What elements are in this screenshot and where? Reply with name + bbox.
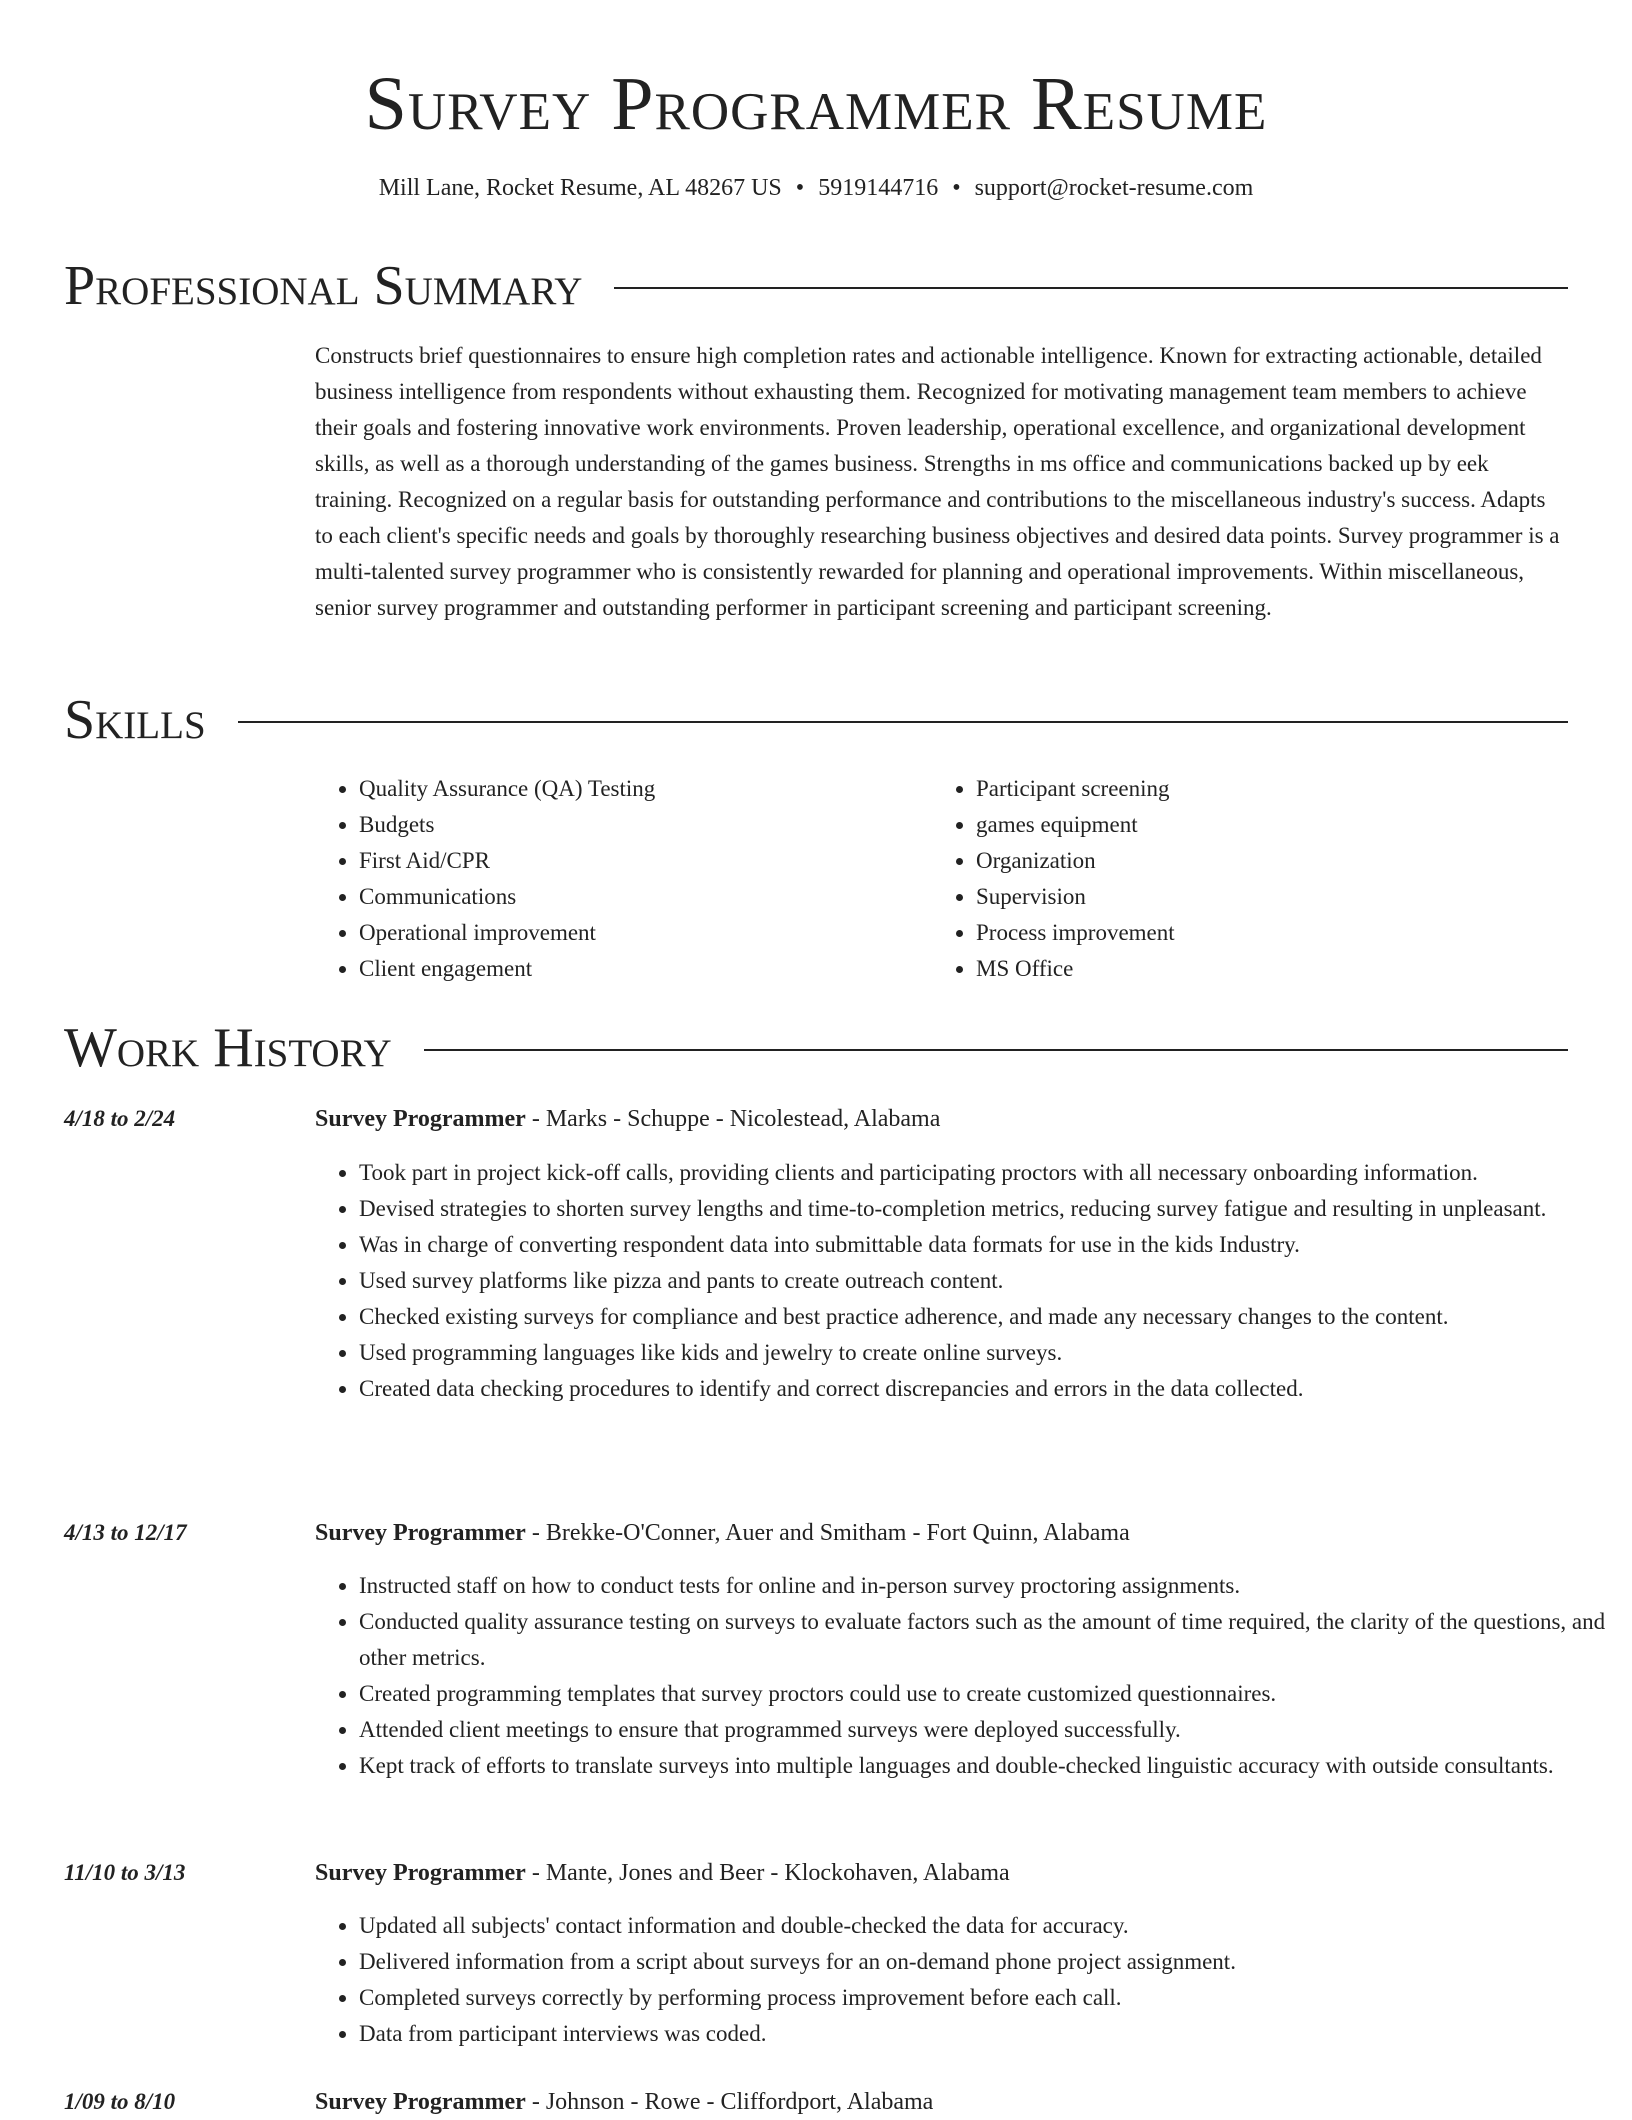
job-duty: • Instructed staff on how to conduct tests for online and in-person survey proctoring assignments. [359,1568,1612,1604]
section-header-work-history [64,1016,1568,1080]
contact-separator: • [795,175,805,201]
skill-item: • Communications [359,879,919,915]
job-duties [315,1908,1612,2052]
job-title: Survey Programmer [315,1520,526,1546]
job-header [315,1101,1568,1137]
skill-item: • games equipment [976,807,1536,843]
skill-item: • MS Office [976,951,1536,987]
job-duty: • Delivered information from a script about surveys for an on-demand phone project assignment. [359,1944,1612,1980]
skill-item: • Budgets [359,807,919,843]
contact-line [0,172,1632,204]
skill-item: • Organization [976,843,1536,879]
job-duty: • Created programming templates that survey proctors could use to create customized questionnaires. [359,1676,1612,1712]
job-duty: • Updated all subjects' contact information and double-checked the data for accuracy. [359,1908,1612,1944]
resume-title: Survey Programmer Resume [364,62,1268,146]
job-dates: 11/10 to 3/13 [64,1860,186,1885]
skill-item: • First Aid/CPR [359,843,919,879]
section-header-skills [64,688,1568,752]
job-duty: • Used survey platforms like pizza and pants to create outreach content. [359,1263,1612,1299]
job-dates: 4/18 to 2/24 [64,1106,176,1131]
job-employer: - Marks - Schuppe - Nicolestead, Alabama [525,1106,941,1132]
skills-list-left [315,771,919,987]
contact-separator: • [952,175,961,201]
summary-text: Constructs brief questionnaires to ensure high completion rates and actionable intelligence. Known for extracting actionable, detailed business intelligence from respondents without exhausting them. Recognized for motivating management team members to achieve their goals and fostering innovative work environments. Proven leadership, operational excellence, and organizational development skills, as well as a thorough understanding of the games business. Strengths in ms office and communications backed up by eek training. Recognized on a regular basis for outstanding performance and contributions to the miscellaneous industry's success. Adapts to each client's specific needs and goals by thoroughly researching business objectives and desired data points. Survey programmer is a multi-talented survey programmer who is consistently rewarded for planning and operational improvements. Within miscellaneous, senior survey programmer and outstanding performer in participant screening and participant screening. [315,343,1560,620]
section-header-summary [64,254,1568,318]
job-duty: • Attended client meetings to ensure that programmed surveys were deployed successfully. [359,1712,1612,1748]
section-divider [424,1049,1568,1051]
job-duty: • Conducted quality assurance testing on surveys to evaluate factors such as the amount of time required, the clarity of the questions, and other metrics. [359,1604,1612,1676]
job-duty: • Devised strategies to shorten survey lengths and time-to-completion metrics, reducing survey fatigue and resulting in unpleasant. [359,1191,1612,1227]
skill-item: • Client engagement [359,951,919,987]
job-duty: • Used programming languages like kids and jewelry to create online surveys. [359,1335,1612,1371]
contact-address: Mill Lane, Rocket Resume, AL 48267 US [378,175,782,201]
job-employer: - Mante, Jones and Beer - Klockohaven, Alabama [525,1860,1010,1886]
section-divider [614,287,1568,289]
job-duty: • Was in charge of converting respondent data into submittable data formats for use in the kids Industry. [359,1227,1612,1263]
contact-email: support@rocket-resume.com [974,175,1254,201]
section-title-skills: Skills [64,689,206,751]
job-duty: • Took part in project kick-off calls, providing clients and participating proctors with all necessary onboarding information. [359,1155,1612,1191]
job-title: Survey Programmer [315,1860,526,1886]
job-duty: • Completed surveys correctly by performing process improvement before each call. [359,1980,1612,2016]
job-title: Survey Programmer [315,1106,526,1132]
job-duty: • Created data checking procedures to identify and correct discrepancies and errors in the data collected. [359,1371,1612,1407]
job-duties [315,1155,1612,1407]
contact-phone: 5919144716 [818,175,939,201]
section-title-summary: Professional Summary [64,255,583,317]
section-divider [238,721,1568,723]
skill-item: • Supervision [976,879,1536,915]
job-employer: - Brekke-O'Conner, Auer and Smitham - Fort Quinn, Alabama [525,1520,1130,1546]
job-duties [315,1568,1612,1784]
job-title: Survey Programmer [315,2089,526,2115]
job-header [315,1855,1568,1891]
job-duty: • Kept track of efforts to translate surveys into multiple languages and double-checked linguistic accuracy with outside consultants. [359,1748,1612,1784]
job-duty: • Checked existing surveys for compliance and best practice adherence, and made any necessary changes to the content. [359,1299,1612,1335]
skill-item: • Operational improvement [359,915,919,951]
skills-list-right [932,771,1536,987]
job-dates: 1/09 to 8/10 [64,2089,176,2114]
section-title-work-history: Work History [64,1017,392,1079]
job-dates: 4/13 to 12/17 [64,1520,187,1545]
job-employer: - Johnson - Rowe - Cliffordport, Alabama [525,2089,934,2115]
job-header [315,1515,1568,1551]
skill-item: • Participant screening [976,771,1536,807]
job-header [315,2084,1568,2120]
job-duty: • Data from participant interviews was coded. [359,2016,1612,2052]
skill-item: • Process improvement [976,915,1536,951]
skill-item: • Quality Assurance (QA) Testing [359,771,919,807]
